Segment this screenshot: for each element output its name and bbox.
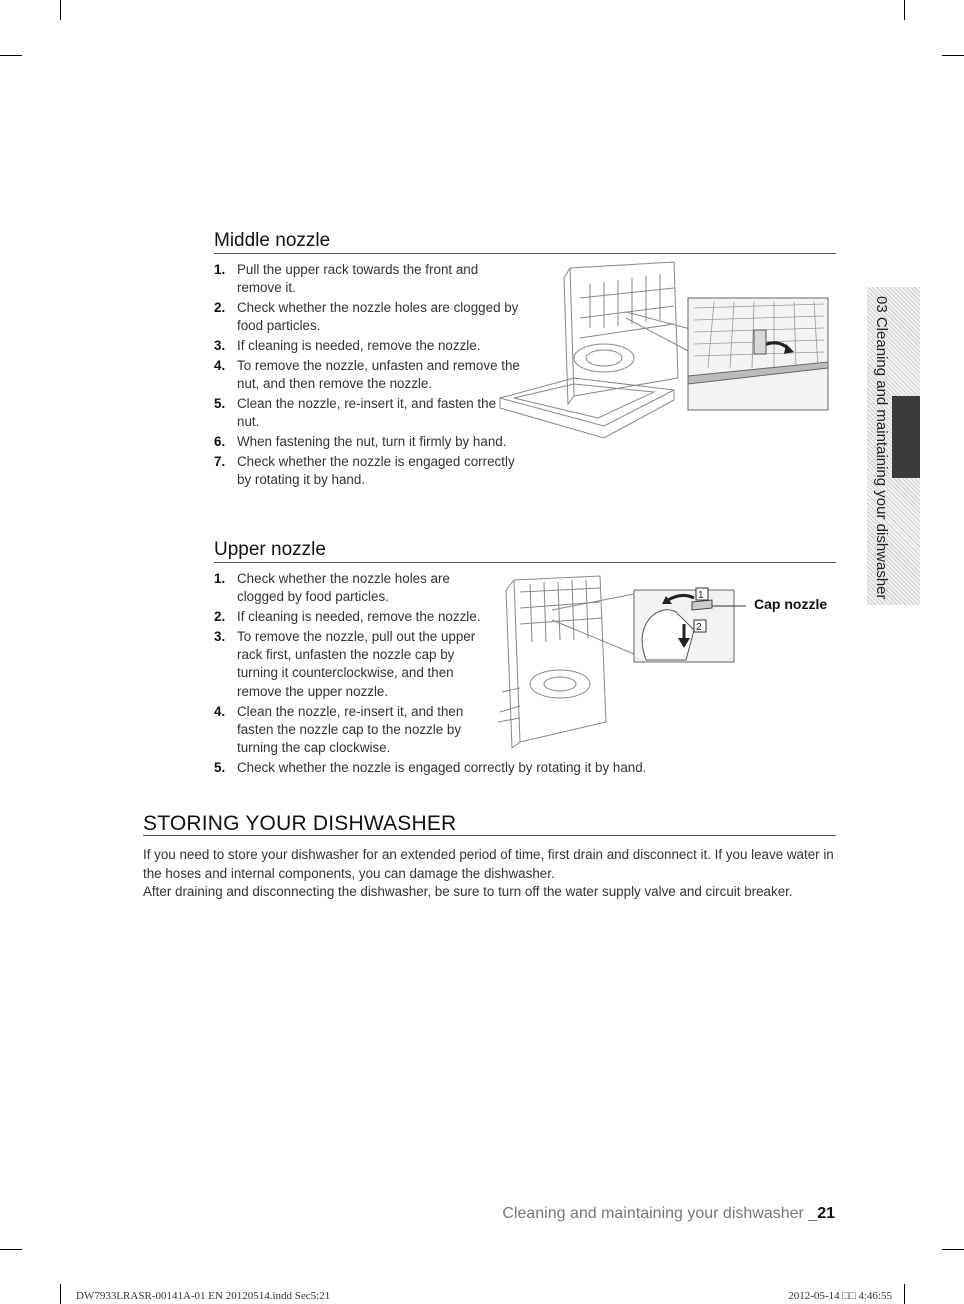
step-number: 2.	[214, 300, 226, 316]
step-item	[214, 759, 824, 777]
step-text: Pull the upper rack towards the front and remove it.	[237, 262, 479, 296]
cap-nozzle-label: Cap nozzle	[754, 596, 828, 612]
step-number: 4.	[214, 703, 226, 719]
step-item	[214, 703, 497, 758]
step-item	[214, 608, 497, 626]
step-number: 3.	[214, 338, 226, 354]
step-number: 3.	[214, 628, 226, 644]
step-number: 7.	[214, 453, 226, 469]
step-item	[214, 357, 521, 394]
step-number: 1.	[214, 571, 226, 586]
chapter-tab-label: 03 Cleaning and maintaining your dishwasher	[873, 296, 890, 600]
crop-mark	[0, 55, 22, 56]
step-item	[214, 570, 497, 607]
step-item	[214, 453, 521, 490]
step-text: When fastening the nut, turn it firmly by hand.	[237, 434, 507, 450]
step-badge-2: 2	[696, 622, 702, 633]
step-item	[214, 395, 521, 432]
footer-text: Cleaning and maintaining your dishwasher _	[502, 1205, 818, 1222]
step-text: If cleaning is needed, remove the nozzle.	[237, 609, 481, 625]
step-number: 5.	[214, 396, 226, 412]
step-text: To remove the nozzle, unfasten and remove the nut, and then remove the nozzle.	[237, 357, 520, 392]
storing-paragraph-1: If you need to store your dishwasher for an extended period of time, first drain and disconnect it. If you leave water in the hoses and internal components, you can damage the dishwasher.	[143, 847, 834, 881]
step-number: 5.	[214, 759, 226, 775]
step-text: Check whether the nozzle holes are clogged by food particles.	[237, 300, 519, 334]
crop-mark	[60, 1284, 61, 1304]
crop-mark	[60, 0, 61, 20]
upper-nozzle-illustration	[496, 572, 746, 754]
step-text: If cleaning is needed, remove the nozzle.	[237, 338, 481, 354]
chapter-tab-marker	[892, 396, 920, 478]
section-rule	[143, 835, 836, 836]
middle-nozzle-illustration	[494, 258, 836, 444]
step-number: 6.	[214, 434, 226, 450]
step-item	[214, 261, 521, 298]
crop-mark	[942, 55, 964, 56]
crop-mark	[0, 1249, 22, 1250]
crop-mark	[904, 0, 905, 20]
step-text: Check whether the nozzle is engaged correctly by rotating it by hand.	[237, 759, 647, 775]
step-badge-1: 1	[698, 590, 704, 601]
step-item	[214, 433, 521, 451]
middle-nozzle-steps	[214, 261, 520, 491]
crop-mark	[942, 1249, 964, 1250]
step-text: Clean the nozzle, re-insert it, and fasten the nut.	[237, 396, 497, 430]
heading-rule	[214, 253, 836, 254]
step-text: Check whether the nozzle is engaged correctly by rotating it by hand.	[237, 453, 515, 488]
step-number: 4.	[214, 357, 226, 373]
step-text: Clean the nozzle, re-insert it, and then fasten the nozzle cap to the nozzle by turning the cap clockwise.	[237, 703, 464, 756]
step-text: To remove the nozzle, pull out the upper rack first, unfasten the nozzle cap by turning it counterclockwise, and then remove the upper nozzle.	[237, 628, 476, 699]
page-number: 21	[817, 1205, 835, 1222]
step-number: 2.	[214, 609, 226, 625]
middle-nozzle-heading: Middle nozzle	[214, 230, 331, 251]
step-item	[214, 628, 497, 701]
crop-mark	[904, 1284, 905, 1304]
step-item	[214, 299, 521, 336]
step-text: Check whether the nozzle holes are clogged by food particles.	[237, 571, 450, 605]
step-item	[214, 337, 521, 355]
upper-nozzle-heading: Upper nozzle	[214, 539, 326, 560]
print-slug-left: DW7933LRASR-00141A-01 EN 20120514.indd Sec5:21	[76, 1290, 331, 1302]
heading-rule	[214, 562, 836, 563]
page-footer	[502, 1205, 835, 1223]
step-number: 1.	[214, 262, 226, 277]
print-slug-right: 2012-05-14 □□ 4:46:55	[788, 1290, 892, 1302]
storing-heading: STORING YOUR DISHWASHER	[143, 812, 457, 835]
storing-paragraph-2: After draining and disconnecting the dishwasher, be sure to turn off the water supply valve and circuit breaker.	[143, 884, 793, 899]
